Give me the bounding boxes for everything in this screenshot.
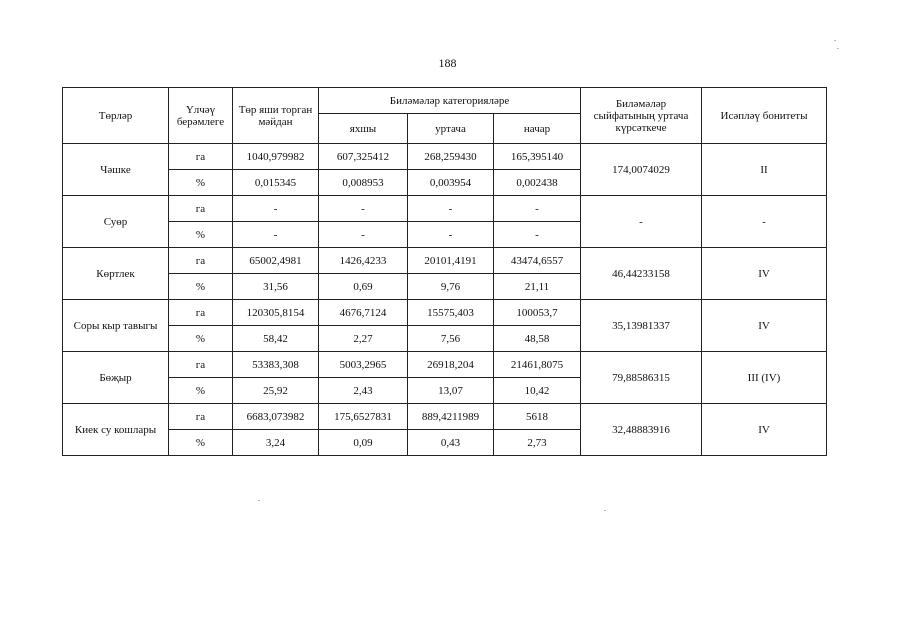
- good-cell: 0,69: [319, 274, 408, 300]
- species-name: Суөр: [63, 196, 169, 248]
- bonitet-table: [62, 87, 827, 456]
- poor-cell: -: [494, 196, 581, 222]
- good-cell: 5003,2965: [319, 352, 408, 378]
- area-cell: 53383,308: [233, 352, 319, 378]
- bonitet-cell: II: [702, 144, 827, 196]
- medium-cell: 13,07: [408, 378, 494, 404]
- good-cell: 607,325412: [319, 144, 408, 170]
- header-row-1: [63, 88, 827, 114]
- poor-cell: 48,58: [494, 326, 581, 352]
- table-row: [63, 248, 827, 274]
- avg-quality-cell: 35,13981337: [581, 300, 702, 352]
- species-name: Соры кыр тавыгы: [63, 300, 169, 352]
- good-cell: 4676,7124: [319, 300, 408, 326]
- medium-cell: -: [408, 196, 494, 222]
- area-cell: 3,24: [233, 430, 319, 456]
- header-species: Төрләр: [63, 88, 169, 144]
- good-cell: -: [319, 196, 408, 222]
- good-cell: 175,6527831: [319, 404, 408, 430]
- medium-cell: -: [408, 222, 494, 248]
- avg-quality-cell: 46,44233158: [581, 248, 702, 300]
- header-poor: начар: [494, 114, 581, 144]
- avg-quality-cell: 32,48883916: [581, 404, 702, 456]
- medium-cell: 7,56: [408, 326, 494, 352]
- unit-cell: %: [169, 274, 233, 300]
- unit-cell: %: [169, 222, 233, 248]
- medium-cell: 0,003954: [408, 170, 494, 196]
- poor-cell: 100053,7: [494, 300, 581, 326]
- header-bonitet: Исәпләү бонитеты: [702, 88, 827, 144]
- species-name: Чәшке: [63, 144, 169, 196]
- area-cell: -: [233, 196, 319, 222]
- area-cell: 120305,8154: [233, 300, 319, 326]
- good-cell: 1426,4233: [319, 248, 408, 274]
- area-cell: 58,42: [233, 326, 319, 352]
- bonitet-cell: IV: [702, 300, 827, 352]
- table-row: [63, 300, 827, 326]
- scan-speck: [604, 510, 606, 511]
- medium-cell: 15575,403: [408, 300, 494, 326]
- poor-cell: 5618: [494, 404, 581, 430]
- medium-cell: 20101,4191: [408, 248, 494, 274]
- unit-cell: га: [169, 248, 233, 274]
- area-cell: 65002,4981: [233, 248, 319, 274]
- poor-cell: 10,42: [494, 378, 581, 404]
- unit-cell: %: [169, 430, 233, 456]
- good-cell: 2,27: [319, 326, 408, 352]
- unit-cell: %: [169, 170, 233, 196]
- poor-cell: 2,73: [494, 430, 581, 456]
- scan-speck: [834, 40, 836, 41]
- avg-quality-cell: 174,0074029: [581, 144, 702, 196]
- area-cell: 31,56: [233, 274, 319, 300]
- good-cell: 2,43: [319, 378, 408, 404]
- unit-cell: га: [169, 404, 233, 430]
- header-good: яхшы: [319, 114, 408, 144]
- poor-cell: 43474,6557: [494, 248, 581, 274]
- page-number: 188: [438, 56, 457, 70]
- avg-quality-cell: -: [581, 196, 702, 248]
- poor-cell: 0,002438: [494, 170, 581, 196]
- poor-cell: 21,11: [494, 274, 581, 300]
- bonitet-cell: III (IV): [702, 352, 827, 404]
- unit-cell: га: [169, 144, 233, 170]
- unit-cell: %: [169, 326, 233, 352]
- area-cell: 25,92: [233, 378, 319, 404]
- bonitet-cell: -: [702, 196, 827, 248]
- table-row: [63, 196, 827, 222]
- good-cell: 0,09: [319, 430, 408, 456]
- header-avg-quality: Биләмәләр сыйфатының уртача күрсәткече: [581, 88, 702, 144]
- scan-speck: [837, 48, 839, 49]
- species-name: Бөҗыр: [63, 352, 169, 404]
- medium-cell: 268,259430: [408, 144, 494, 170]
- medium-cell: 9,76: [408, 274, 494, 300]
- area-cell: 0,015345: [233, 170, 319, 196]
- medium-cell: 26918,204: [408, 352, 494, 378]
- bonitet-cell: IV: [702, 248, 827, 300]
- area-cell: -: [233, 222, 319, 248]
- unit-cell: га: [169, 352, 233, 378]
- medium-cell: 0,43: [408, 430, 494, 456]
- area-cell: 6683,073982: [233, 404, 319, 430]
- header-categories: Биләмәләр категорияләре: [319, 88, 581, 114]
- species-name: Киек су кошлары: [63, 404, 169, 456]
- unit-cell: га: [169, 300, 233, 326]
- bonitet-cell: IV: [702, 404, 827, 456]
- table-row: [63, 404, 827, 430]
- good-cell: 0,008953: [319, 170, 408, 196]
- unit-cell: га: [169, 196, 233, 222]
- poor-cell: 21461,8075: [494, 352, 581, 378]
- table-row: [63, 352, 827, 378]
- table-row: [63, 144, 827, 170]
- area-cell: 1040,979982: [233, 144, 319, 170]
- avg-quality-cell: 79,88586315: [581, 352, 702, 404]
- poor-cell: -: [494, 222, 581, 248]
- header-unit: Үлчәү берәмлеге: [169, 88, 233, 144]
- header-area: Төр яши торган мәйдан: [233, 88, 319, 144]
- scan-speck: [258, 500, 260, 501]
- poor-cell: 165,395140: [494, 144, 581, 170]
- species-name: Көртлек: [63, 248, 169, 300]
- header-medium: уртача: [408, 114, 494, 144]
- unit-cell: %: [169, 378, 233, 404]
- medium-cell: 889,4211989: [408, 404, 494, 430]
- good-cell: -: [319, 222, 408, 248]
